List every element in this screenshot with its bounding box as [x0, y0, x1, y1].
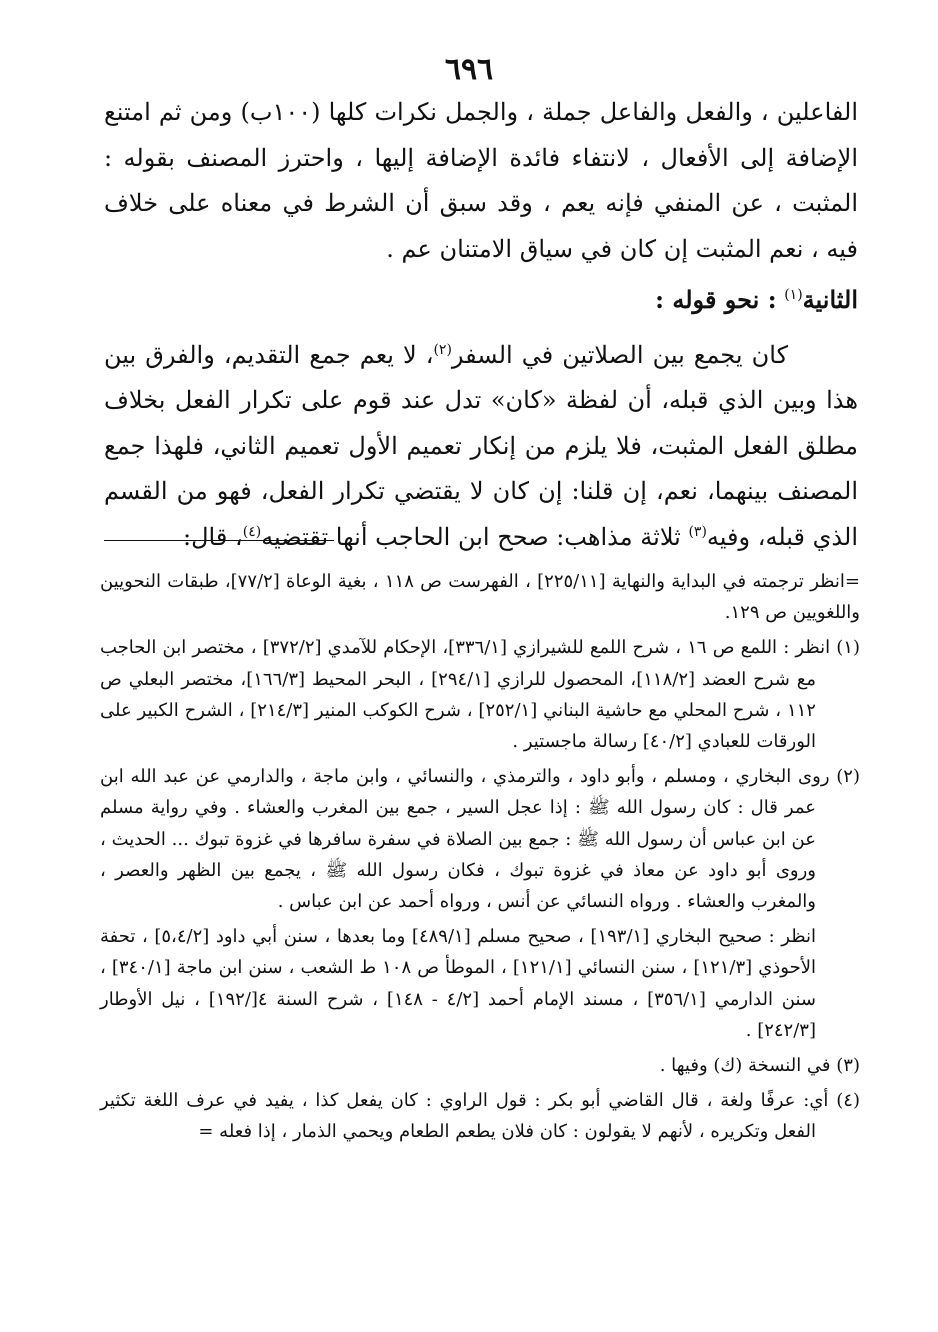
para3-part-c: ثلاثة مذاهب: صحح ابن الحاجب أنها تقتضيه [261, 522, 681, 551]
heading-rest: : نحو قوله : [655, 285, 777, 314]
section-heading [104, 277, 858, 324]
footnote-ref-3: (٣) [688, 523, 707, 540]
footnote-separator [104, 540, 334, 541]
footnote-4: (٤) أي: عرفًا ولغة ، قال القاضي أبو بكر : قول الراوي : كان يفعل كذا ، يفيد في عرف اللغة تكثير الفعل وتكريره ، لأنهم لا يقولون : كان فلان يطعم الطعام ويحمي الذمار ، إذا فعله = [100, 1090, 860, 1143]
main-text [104, 90, 858, 560]
footnote-2-references: انظر : صحيح البخاري [١٩٣/١] ، صحيح مسلم [٤٨٩/١] وما بعدها ، سنن أبي داود [٥،٤/٢] ، تحفة الأحوذي [١٢١/٣] ، سنن النسائي [١٢١/١] ، الموطأ ص ١٠٨ ط الشعب ، سنن ابن ماجة [٣٤٠/١] ، سنن الدارمي [٣٥٦/١] ، مسند الإمام أحمد [٤/٢ - ١٤٨] ، شرح السنة ٤[/١٩٢] ، نيل الأوطار [٢٤٢/٣] . [100, 926, 817, 1041]
footnotes [100, 566, 860, 1148]
footnote-2: (٢) روى البخاري ، ومسلم ، وأبو داود ، والترمذي ، والنسائي ، وابن ماجة ، والدارمي عن عبد الله ابن عمر قال : كان رسول الله ﷺ : إذا عجل السير ، جمع بين المغرب والعشاء . وفي رواية مسلم عن ابن عباس أن رسول الله ﷺ : جمع بين الصلاة في سفرة سافرها في غزوة تبوك ... الحديث ، وروى أبو داود عن معاذ في غزوة تبوك ، فكان رسول الله ﷺ ، يجمع بين الظهر والعصر ، والمغرب والعشاء . ورواه النسائي عن أنس ، ورواه أحمد عن ابن عباس . [100, 766, 860, 913]
paragraph-3 [104, 333, 858, 561]
heading-word: الثانية [802, 285, 858, 314]
para3-part-d: ، قال: [183, 522, 243, 551]
footnote-ref-4: (٤) [242, 523, 262, 540]
para3-part-a: كان يجمع بين الصلاتين في السفر [451, 340, 788, 369]
footnote-1: (١) انظر : اللمع ص ١٦ ، شرح اللمع للشيرازي [٣٣٦/١]، الإحكام للآمدي [٣٧٢/٢] ، مختصر ابن الحاجب مع شرح العضد [١١٨/٢]، المحصول للرازي [٢٩٤/١] ، البحر المحيط [١٦٦/٣]، مختصر البعلي ص ١١٢ ، شرح المحلي مع حاشية البناني [٢٥٢/١] ، شرح الكوكب المنير [٢١٤/٣] ، الشرح الكبير على الورقات للعبادي [٤٠/٢] رسالة ماجستير . [100, 637, 860, 753]
footnote-ref-1: (١) [784, 287, 803, 303]
paragraph-1: الفاعلين ، والفعل والفاعل جملة ، والجمل نكرات كلها (١٠٠ب) ومن ثم امتنع الإضافة إلى الأفعال ، لانتفاء فائدة الإضافة إليها ، واحترز المصنف بقوله : المثبت ، عن المنفي فإنه يعم ، وقد سبق أن الشرط في معناه على خلاف فيه ، نعم المثبت إن كان في سياق الامتنان عم . [104, 98, 859, 263]
footnote-ref-2: (٢) [433, 341, 452, 358]
page-number: ٦٩٦ [444, 52, 494, 87]
para3-part-b: ، لا يعم جمع التقديم، والفرق بين هذا وبين الذي قبله، أن لفظة «كان» تدل عند قوم على تكرار الفعل بخلاف مطلق الفعل المثبت، فلا يلزم من إنكار تعميم الأول تعميم الثاني، فلهذا جمع المصنف بينهما، نعم، إن قلنا: إن كان لا يقتضي تكرار الفعل، فهو من القسم الذي قبله، وفيه [104, 340, 858, 551]
footnote-3: (٣) في النسخة (ك) وفيها . [659, 1055, 860, 1077]
footnote-continuation: =انظر ترجمته في البداية والنهاية [٢٢٥/١١] ، الفهرست ص ١١٨ ، بغية الوعاة [٧٧/٢]، طبقات النحويين واللغويين ص ١٢٩. [100, 571, 861, 624]
